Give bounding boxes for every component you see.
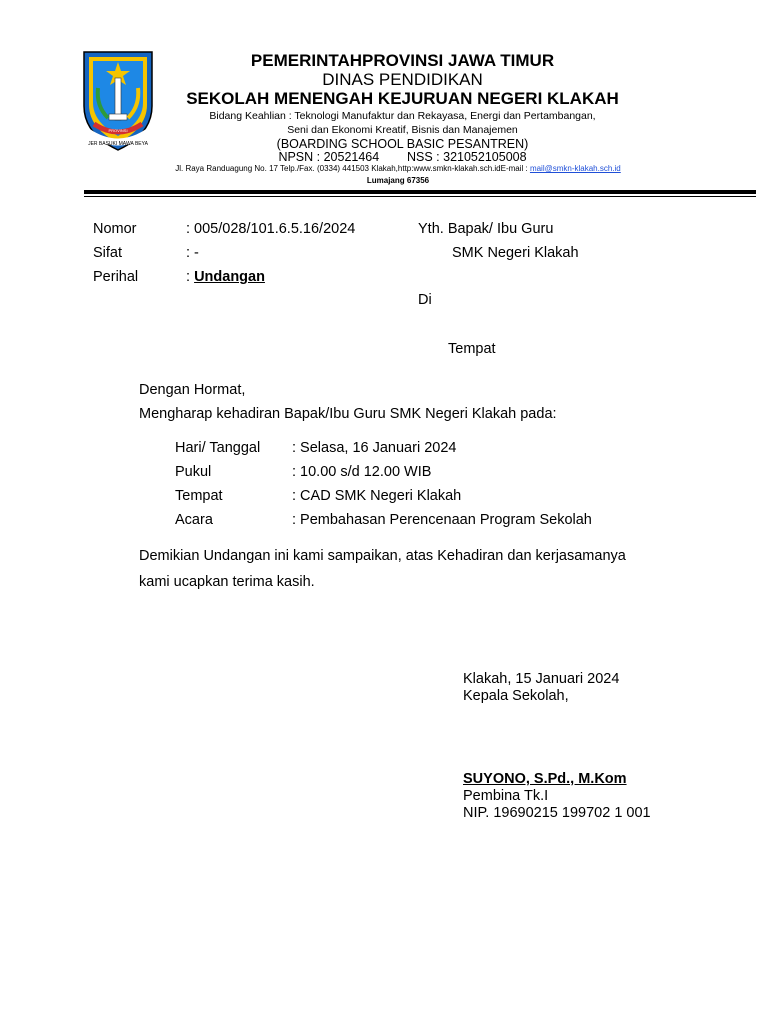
- signature-place-date: Klakah, 15 Januari 2024: [463, 671, 620, 687]
- header-expertise-line2: Seni dan Ekonomi Kreatif, Bisnis dan Manajemen: [287, 124, 518, 136]
- header-department: DINAS PENDIDIKAN: [322, 70, 483, 89]
- npsn: NPSN : 20521464: [278, 150, 380, 164]
- recipient-line1: Yth. Bapak/ Ibu Guru: [418, 221, 554, 237]
- logo-motto: JER BASUKI MAWA BEYA: [88, 141, 148, 147]
- nomor-value: : 005/028/101.6.5.16/2024: [186, 221, 356, 237]
- perihal-value: [186, 269, 265, 285]
- perihal-label: Perihal: [93, 269, 139, 285]
- header-school-ids: [170, 150, 635, 164]
- recipient-line2: SMK Negeri Klakah: [452, 245, 579, 261]
- letterhead-divider-thick: [84, 190, 756, 194]
- detail-label-time: Pukul: [175, 464, 212, 480]
- closing-line2: kami ucapkan terima kasih.: [139, 574, 315, 590]
- header-boarding-school: (BOARDING SCHOOL BASIC PESANTREN): [276, 137, 529, 151]
- detail-label-place: Tempat: [175, 488, 223, 504]
- greeting: Dengan Hormat,: [139, 382, 246, 398]
- header-school-name: SEKOLAH MENENGAH KEJURUAN NEGERI KLAKAH: [186, 89, 619, 108]
- detail-label-agenda: Acara: [175, 512, 213, 528]
- logo-subtext: PROVINSI: [108, 128, 128, 133]
- signature-position: Kepala Sekolah,: [463, 688, 569, 704]
- header-government: PEMERINTAHPROVINSI JAWA TIMUR: [250, 51, 555, 70]
- header-address: [118, 164, 678, 173]
- letterhead-divider-thin: [84, 196, 756, 197]
- jawa-timur-emblem-logo: [78, 48, 158, 154]
- sifat-value: : -: [186, 245, 199, 261]
- email-link[interactable]: mail@smkn-klakah.sch.id: [529, 164, 621, 173]
- signature-nip: NIP. 19690215 199702 1 001: [463, 805, 651, 821]
- detail-value-place: : CAD SMK Negeri Klakah: [292, 488, 462, 504]
- nomor-label: Nomor: [93, 221, 137, 237]
- header-expertise-line1: Bidang Keahlian : Teknologi Manufaktur dan Rekayasa, Energi dan Pertambangan,: [209, 110, 596, 122]
- perihal-subject: Undangan: [194, 269, 265, 285]
- detail-value-agenda: : Pembahasan Perencenaan Program Sekolah: [292, 512, 592, 528]
- recipient-di: Di: [418, 292, 432, 308]
- header-city: Lumajang 67356: [366, 176, 430, 185]
- detail-value-time: : 10.00 s/d 12.00 WIB: [292, 464, 432, 480]
- detail-label-date: Hari/ Tanggal: [175, 440, 261, 456]
- nss: NSS : 321052105008: [407, 150, 527, 164]
- sifat-label: Sifat: [93, 245, 123, 261]
- perihal-colon: :: [186, 269, 195, 285]
- intro-text: Mengharap kehadiran Bapak/Ibu Guru SMK Negeri Klakah pada:: [139, 406, 557, 422]
- signature-name: SUYONO, S.Pd., M.Kom: [463, 771, 627, 787]
- closing-line1: Demikian Undangan ini kami sampaikan, atas Kehadiran dan kerjasamanya: [139, 548, 626, 564]
- recipient-tempat: Tempat: [448, 341, 496, 357]
- signature-rank: Pembina Tk.I: [463, 788, 549, 804]
- detail-value-date: : Selasa, 16 Januari 2024: [292, 440, 457, 456]
- address-text: Jl. Raya Randuagung No. 17 Telp./Fax. (0334) 441503 Klakah,http:www.smkn-klakah.sch.idE-mail :: [175, 164, 530, 173]
